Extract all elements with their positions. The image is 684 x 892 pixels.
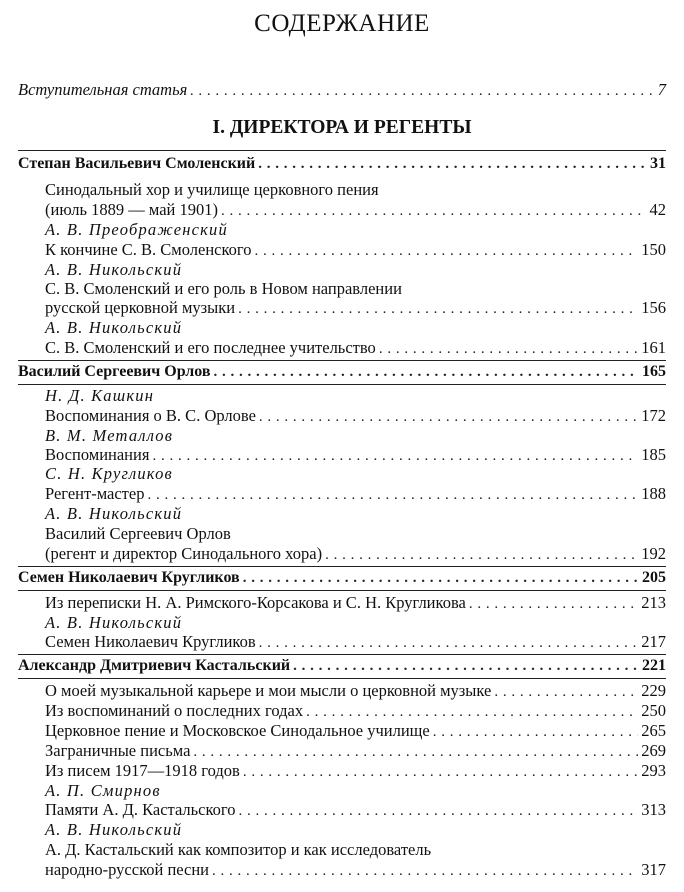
- entry-title-line: А. Д. Кастальский как композитор и как исследователь: [45, 840, 432, 859]
- entry-title: Семен Николаевич Кругликов: [45, 632, 256, 651]
- entry-title: Регент-мастер: [45, 484, 145, 503]
- entry-title: (июль 1889 — май 1901): [45, 200, 218, 219]
- toc-entry[interactable]: [45, 700, 666, 722]
- toc-entry[interactable]: [45, 592, 666, 614]
- page-number: 7: [657, 80, 666, 99]
- page-number: 150: [641, 240, 666, 259]
- page-number: 269: [641, 741, 666, 760]
- author-name: А. В. Никольский: [45, 260, 183, 279]
- entry-title: К кончине С. В. Смоленского: [45, 240, 252, 259]
- entry-title: Из писем 1917—1918 годов: [45, 761, 240, 780]
- entry-title: Заграничные письма: [45, 741, 191, 760]
- dot-leader: [258, 153, 647, 175]
- entry-title: (регент и директор Синодального хора): [45, 544, 323, 563]
- entry-title: О моей музыкальной карьере и мои мысли о церковной музыке: [45, 681, 492, 700]
- section-heading: I. ДИРЕКТОРА И РЕГЕНТЫ: [212, 117, 472, 138]
- entry-title-line: Синодальный хор и училище церковного пения: [45, 180, 379, 199]
- page-number: 161: [641, 338, 666, 357]
- toc-entry[interactable]: [45, 760, 666, 782]
- dot-leader: [190, 80, 654, 102]
- entry-title: Воспоминания о В. С. Орлове: [45, 406, 256, 425]
- toc-person-kastalsky[interactable]: [18, 655, 666, 677]
- page-number: 156: [641, 298, 666, 317]
- person-name: Александр Дмитриевич Кастальский: [18, 657, 291, 674]
- toc-entry[interactable]: [45, 405, 666, 427]
- toc-entry[interactable]: [45, 337, 666, 359]
- dot-leader: [213, 361, 639, 383]
- entry-title: С. В. Смоленский и его последнее учительство: [45, 338, 376, 357]
- dot-leader: [293, 655, 639, 677]
- entry-title: Церковное пение и Московское Синодальное училище: [45, 721, 430, 740]
- toc-entry[interactable]: [45, 297, 666, 319]
- author-name: А. В. Преображенский: [45, 220, 228, 239]
- page-number: 172: [641, 406, 666, 425]
- page-title: СОДЕРЖАНИЕ: [254, 10, 430, 37]
- entry-title: Из переписки Н. А. Римского-Корсакова и С. Н. Кругликова: [45, 593, 466, 612]
- dot-leader: [325, 544, 638, 566]
- entry-title: Из воспоминаний о последних годах: [45, 701, 304, 720]
- entry-title-line: С. В. Смоленский и его роль в Новом направлении: [45, 279, 402, 298]
- page-number: 229: [641, 681, 666, 700]
- toc-entry[interactable]: [45, 859, 666, 881]
- toc-person-orlov[interactable]: [18, 361, 666, 383]
- page-number: 205: [642, 569, 666, 586]
- author-name: А. В. Никольский: [45, 318, 183, 337]
- dot-leader: [259, 632, 639, 654]
- toc-person-smolensky[interactable]: [18, 153, 666, 175]
- toc-entry[interactable]: [45, 631, 666, 653]
- toc-entry[interactable]: [45, 543, 666, 565]
- page-number: 192: [641, 544, 666, 563]
- page-number: 188: [641, 484, 666, 503]
- author-name: А. В. Никольский: [45, 613, 183, 632]
- author-name: А. П. Смирнов: [45, 781, 161, 800]
- page-number: 221: [642, 657, 666, 674]
- author-name: Н. Д. Кашкин: [45, 386, 155, 405]
- author-name: С. Н. Кругликов: [45, 464, 173, 483]
- dot-leader: [379, 338, 638, 360]
- divider: [18, 678, 666, 679]
- entry-title: Памяти А. Д. Кастальского: [45, 800, 236, 819]
- page-number: 213: [641, 593, 666, 612]
- dot-leader: [212, 860, 638, 882]
- toc-entry[interactable]: [45, 199, 666, 221]
- page-number: 250: [641, 701, 666, 720]
- author-name: В. М. Металлов: [45, 426, 174, 445]
- toc-entry[interactable]: [45, 680, 666, 702]
- entry-title: русской церковной музыки: [45, 298, 236, 317]
- entry-title: Вступительная статья: [18, 80, 188, 99]
- page-number: 265: [641, 721, 666, 740]
- divider: [18, 590, 666, 591]
- toc-entry[interactable]: [45, 799, 666, 821]
- page-number: 217: [641, 632, 666, 651]
- page-number: 31: [650, 155, 666, 172]
- page-number: 293: [641, 761, 666, 780]
- entry-title: народно-русской песни: [45, 860, 210, 879]
- toc-entry[interactable]: [45, 239, 666, 261]
- toc-entry[interactable]: [45, 740, 666, 762]
- author-name: А. В. Никольский: [45, 504, 183, 523]
- divider: [18, 150, 666, 151]
- page-number: 185: [641, 445, 666, 464]
- dot-leader: [243, 567, 639, 589]
- page-number: 165: [642, 363, 666, 380]
- person-name: Степан Васильевич Смоленский: [18, 155, 256, 172]
- toc-entry[interactable]: [45, 483, 666, 505]
- page-number: 313: [641, 800, 666, 819]
- toc-person-kruglikov[interactable]: [18, 567, 666, 589]
- toc-entry[interactable]: [45, 720, 666, 742]
- entry-title: Воспоминания: [45, 445, 150, 464]
- person-name: Василий Сергеевич Орлов: [18, 363, 211, 380]
- entry-title-line: Василий Сергеевич Орлов: [45, 524, 231, 543]
- author-name: А. В. Никольский: [45, 820, 183, 839]
- toc-entry-intro[interactable]: [18, 79, 666, 101]
- page-number: 317: [641, 860, 666, 879]
- page-number: 42: [649, 200, 666, 219]
- person-name: Семен Николаевич Кругликов: [18, 569, 240, 586]
